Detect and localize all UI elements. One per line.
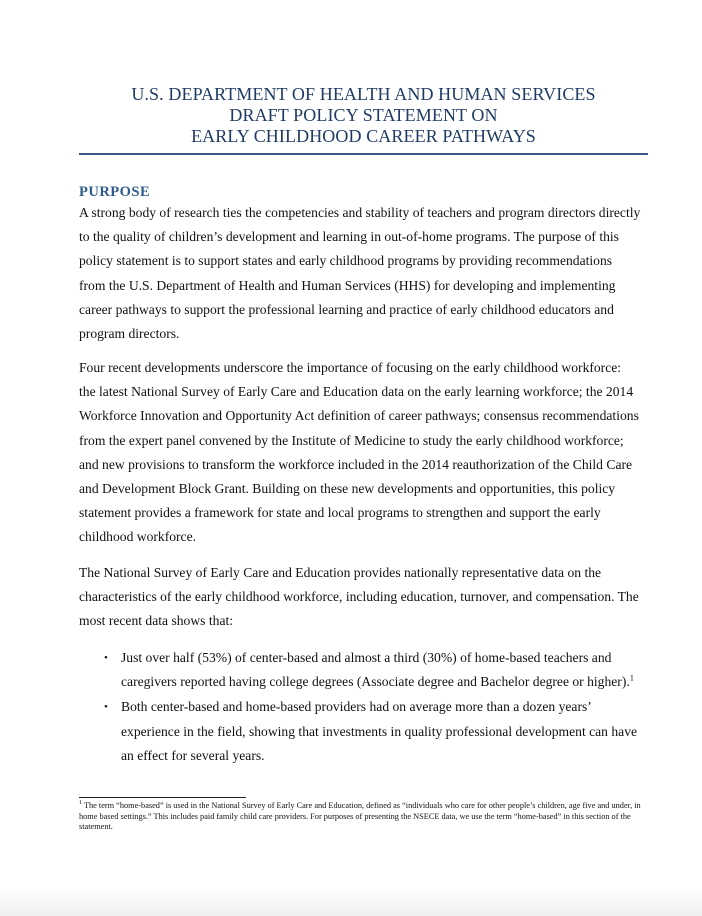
footnote-number: 1: [79, 800, 82, 807]
footnote-divider: [79, 797, 246, 798]
footnote: [79, 801, 643, 833]
footnote-reference[interactable]: 1: [629, 672, 635, 683]
document-title: [79, 84, 648, 147]
section-heading-purpose: PURPOSE: [79, 184, 151, 200]
list-item: [79, 695, 641, 768]
title-line-agency: U.S. DEPARTMENT OF HEALTH AND HUMAN SERVICES: [131, 84, 596, 104]
footnote-text: The term “home-based” is used in the National Survey of Early Care and Education, defined as “individuals who care for other people’s children, age five and under, in home based settings.” This includes paid family child care providers. For purposes of presenting the NSECE data, we use the term “home-based” in this section of the statement.: [79, 801, 641, 832]
findings-list: [79, 646, 641, 769]
bullet-icon: •: [104, 652, 108, 664]
bullet-text: Just over half (53%) of center-based and almost a third (30%) of home-based teachers and caregivers reported having college degrees (Associate degree and Bachelor degree or higher).: [121, 650, 630, 690]
paragraph-survey: The National Survey of Early Care and Education provides nationally representative data on the characteristics of the early childhood workforce, including education, turnover, and compensation. The most recent data shows that:: [79, 565, 639, 629]
paragraph-developments: Four recent developments underscore the importance of focusing on the early childhood workforce: the latest National Survey of Early Care and Education data on the early learning workforce; the 2014 Workforce Innovation and Opportunity Act definition of career pathways; consensus recommendations from the expert panel convened by the Institute of Medicine to study the early childhood workforce; and new provisions to transform the workforce included in the 2014 reauthorization of the Child Care and Development Block Grant. Building on these new developments and opportunities, this policy statement provides a framework for state and local programs to strengthen and support the early childhood workforce.: [79, 360, 639, 545]
list-item: [79, 646, 641, 694]
title-divider: [79, 153, 648, 155]
title-line-draft: DRAFT POLICY STATEMENT ON: [229, 105, 498, 125]
title-line-topic: EARLY CHILDHOOD CAREER PATHWAYS: [191, 126, 536, 146]
page-bottom-shadow: [0, 888, 702, 916]
bullet-text: Both center-based and home-based providers had on average more than a dozen years’ experience in the field, showing that investments in quality professional development can have an effect for several years.: [121, 699, 638, 763]
bullet-icon: •: [104, 701, 108, 714]
paragraph-research: A strong body of research ties the competencies and stability of teachers and program directors directly to the quality of children’s development and learning in out-of-home programs. The purpose of this policy statement is to support states and early childhood programs by providing recommendations from the U.S. Department of Health and Human Services (HHS) for developing and implementing career pathways to support the professional learning and practice of early childhood educators and program directors.: [79, 205, 641, 342]
